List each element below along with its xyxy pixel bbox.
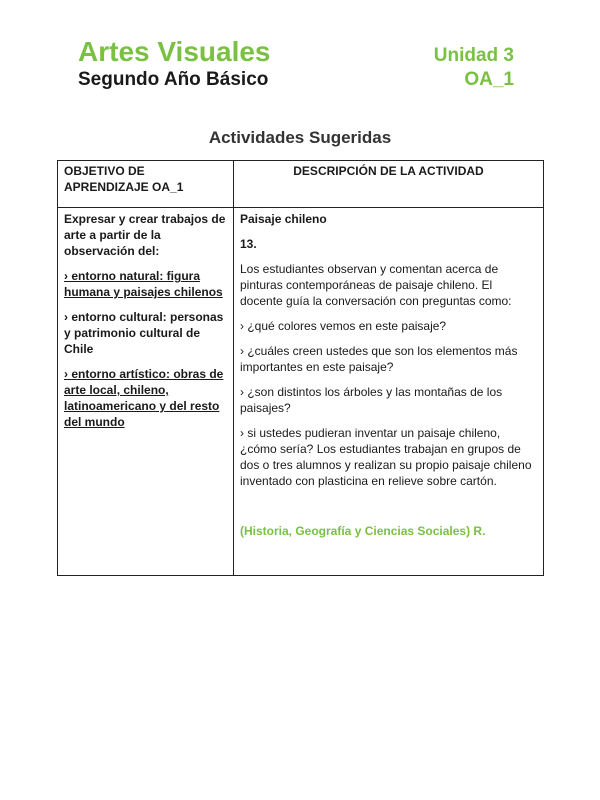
objective-item-cultural: › entorno cultural: personas y patrimonio cultural de Chile — [64, 310, 224, 356]
question-item: › ¿qué colores vemos en este paisaje? — [240, 319, 447, 333]
table-header-row — [58, 161, 544, 208]
section-title: Actividades Sugeridas — [208, 128, 392, 147]
question-item: › ¿son distintos los árboles y las montañas de los paisajes? — [240, 385, 503, 415]
objective-item-natural: › entorno natural: figura humana y paisajes chilenos — [64, 269, 223, 299]
page-header — [78, 36, 514, 92]
activity-title: Paisaje chileno — [240, 212, 327, 226]
subject-title: Artes Visuales — [78, 36, 271, 67]
objective-column-header: OBJETIVO DE APRENDIZAJE OA_1 — [58, 161, 234, 208]
question-item: › si ustedes pudieran inventar un paisaje chileno, ¿cómo sería? Los estudiantes trabajan en grupos de dos o tres alumnos y realizan su propio paisaje chileno inventado con plasticina en relieve sobre cartón. — [240, 426, 532, 488]
activity-number: 13. — [240, 237, 257, 251]
cross-reference: (Historia, Geografía y Ciencias Sociales) R. — [240, 524, 486, 538]
objective-intro: Expresar y crear trabajos de arte a partir de la observación del: — [64, 212, 226, 258]
unit-label: Unidad 3 — [433, 45, 514, 66]
activity-cell — [234, 208, 544, 576]
objective-cell — [58, 208, 234, 576]
question-item: › ¿cuáles creen ustedes que son los elementos más importantes en este paisaje? — [240, 344, 518, 374]
table-row — [58, 208, 544, 576]
activity-intro: Los estudiantes observan y comentan acerca de pinturas contemporáneas de paisaje chileno. El docente guía la conversación con preguntas como: — [240, 262, 512, 308]
description-column-header: DESCRIPCIÓN DE LA ACTIVIDAD — [234, 161, 544, 208]
activity-table — [57, 160, 544, 576]
objective-item-artistic: › entorno artístico: obras de arte local, chileno, latinoamericano y del resto del mundo — [64, 367, 224, 429]
grade-label: Segundo Año Básico — [78, 69, 269, 90]
oa-label: OA_1 — [464, 69, 514, 90]
